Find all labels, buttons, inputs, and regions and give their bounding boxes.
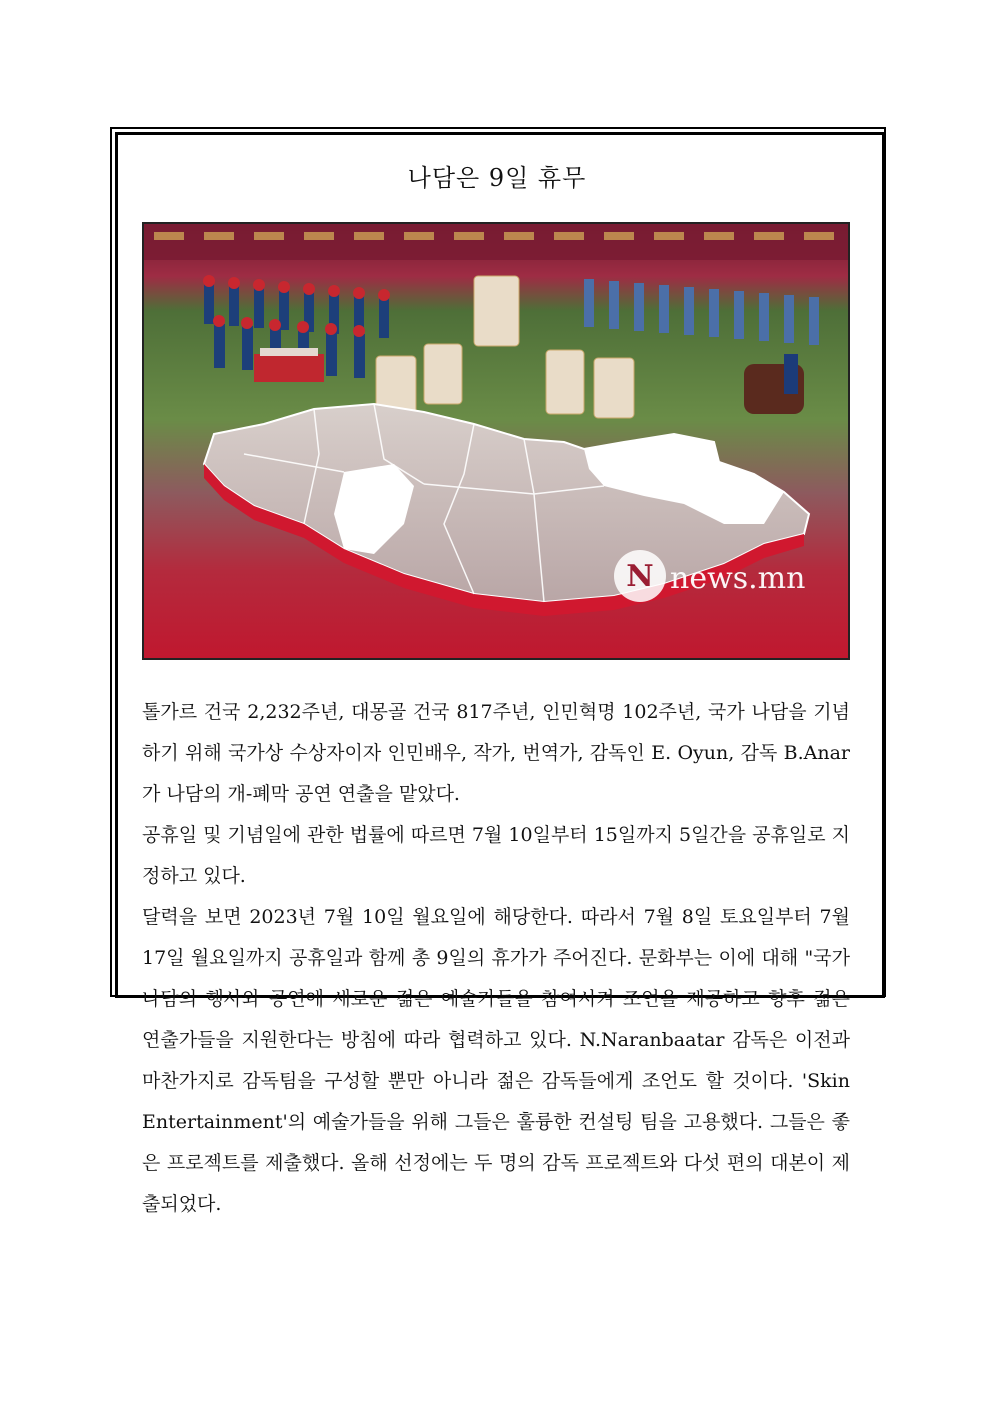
article-body xyxy=(142,692,850,1225)
paragraph-3: 달력을 보면 2023년 7월 10일 월요일에 해당한다. 따라서 7월 8일 토요일부터 7월 17일 월요일까지 공휴일과 함께 총 9일의 휴가가 주어진다. 문화부는 이에 대해 "국가 나담의 행사와 공연에 새로운 젊은 예술가들을 참여시켜 조언을 제공하고 향후 젊은 연출가들을 지원한다는 방침에 따라 협력하고 있다. N.Naranbaatar 감독은 이전과 마찬가지로 감독팀을 구성할 뿐만 아니라 젊은 감독들에게 조언도 할 것이다. 'Skin Entertainment'의 예술가들을 위해 그들은 훌륭한 컨설팅 팀을 고용했다. 그들은 좋은 프로젝트를 제출했다. 올해 선정에는 두 명의 감독 프로젝트와 다섯 편의 대본이 제출되었다. xyxy=(142,906,850,1215)
svg-text:news.mn: news.mn xyxy=(670,561,806,596)
paragraph-1: 톨가르 건국 2,232주년, 대몽골 건국 817주년, 인민혁명 102주년, 국가 나담을 기념하기 위해 국가상 수상자이자 인민배우, 작가, 번역가, 감독인 E. Oyun, 감독 B.Anar가 나담의 개-폐막 공연 연출을 맡았다. xyxy=(142,701,850,805)
article-title: 나담은 9일 휴무 xyxy=(407,164,587,192)
paragraph-2: 공휴일 및 기념일에 관한 법률에 따르면 7월 10일부터 15일까지 5일간을 공휴일로 지정하고 있다. xyxy=(142,824,850,887)
svg-text:N: N xyxy=(626,559,654,594)
article-photo xyxy=(142,222,850,660)
